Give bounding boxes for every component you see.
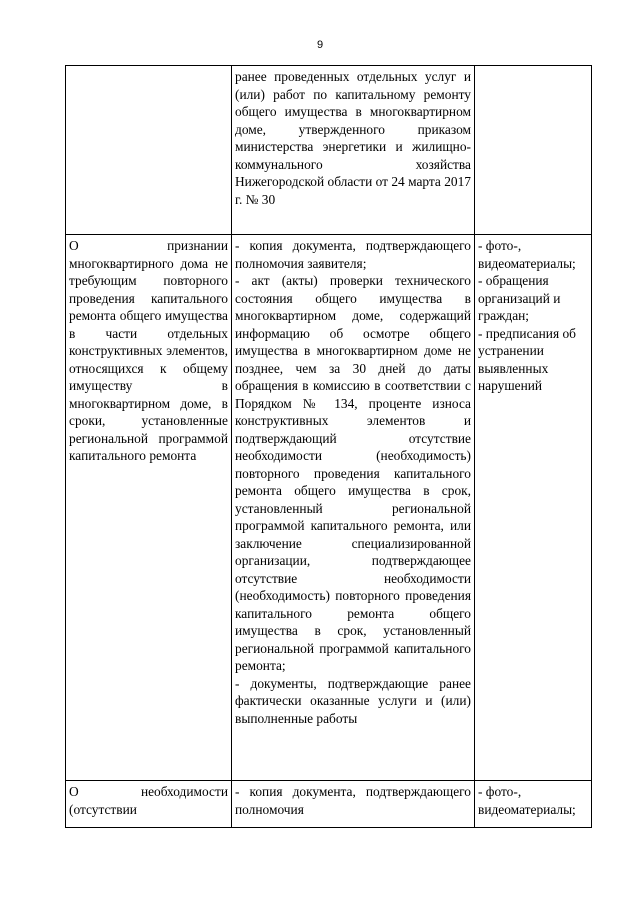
table-row bbox=[66, 66, 592, 235]
materials-cell bbox=[475, 235, 592, 781]
table-row bbox=[66, 781, 592, 828]
decision-cell bbox=[66, 781, 232, 828]
materials-cell bbox=[475, 781, 592, 828]
table-row bbox=[66, 235, 592, 781]
materials-cell bbox=[475, 66, 592, 235]
decision-text: О необходимости (отсутствии bbox=[69, 784, 228, 817]
documents-text: - копия документа, подтверждающего полномочия заявителя; bbox=[235, 238, 471, 271]
documents-text: - документы, подтверждающие ранее фактически оказанные услуги и (или) выполненные работы bbox=[235, 675, 471, 726]
documents-text: - акт (акты) проверки технического состояния общего имущества в многоквартирном доме, содержащий информацию об осмотре общего имущества в многоквартирном доме не позднее, чем за 30 дней до даты обращения в комиссию в соответствии с Порядком № 134, проценте износа конструктивных элементов и подтверждающий отсутствие необходимости (необходимость) повторного проведения капитального ремонта общего имущества в срок, установленный региональной программой капитального ремонта, или заключение специализированной организации, подтверждающее отсутствие необходимости (необходимость) повторного проведения капитального ремонта общего имущества в срок, установленный региональной программой капитального ремонта; bbox=[235, 273, 471, 673]
documents-cell bbox=[232, 235, 475, 781]
documents-text: - копия документа, подтверждающего полномочия bbox=[235, 784, 471, 817]
materials-text: - обращения организаций и граждан; bbox=[478, 273, 561, 323]
materials-text: - предписания об устранении выявленных нарушений bbox=[478, 325, 576, 393]
materials-text: - фото-, видеоматериалы; bbox=[478, 238, 576, 271]
documents-cell bbox=[232, 781, 475, 828]
documents-text: ранее проведенных отдельных услуг и (или) работ по капитальному ремонту общего имущества в многоквартирном доме, утвержденного приказом министерства энергетики и жилищно-коммунального хозяйства Нижегородской области от 24 марта 2017 г. № 30 bbox=[235, 69, 472, 207]
decision-cell bbox=[66, 66, 232, 235]
documents-table bbox=[65, 65, 592, 828]
decision-cell: О признании многоквартирного дома не требующим повторного проведения капитального ремонта общего имущества в части отдельных конструктивных элементов, относящихся к общему имуществу в многоквартирном доме, в сроки, установленные региональной программой капитального ремонта bbox=[66, 235, 232, 781]
page-number: 9 bbox=[316, 39, 324, 51]
documents-cell bbox=[232, 66, 475, 235]
materials-text: - фото-, видеоматериалы; bbox=[478, 784, 576, 817]
